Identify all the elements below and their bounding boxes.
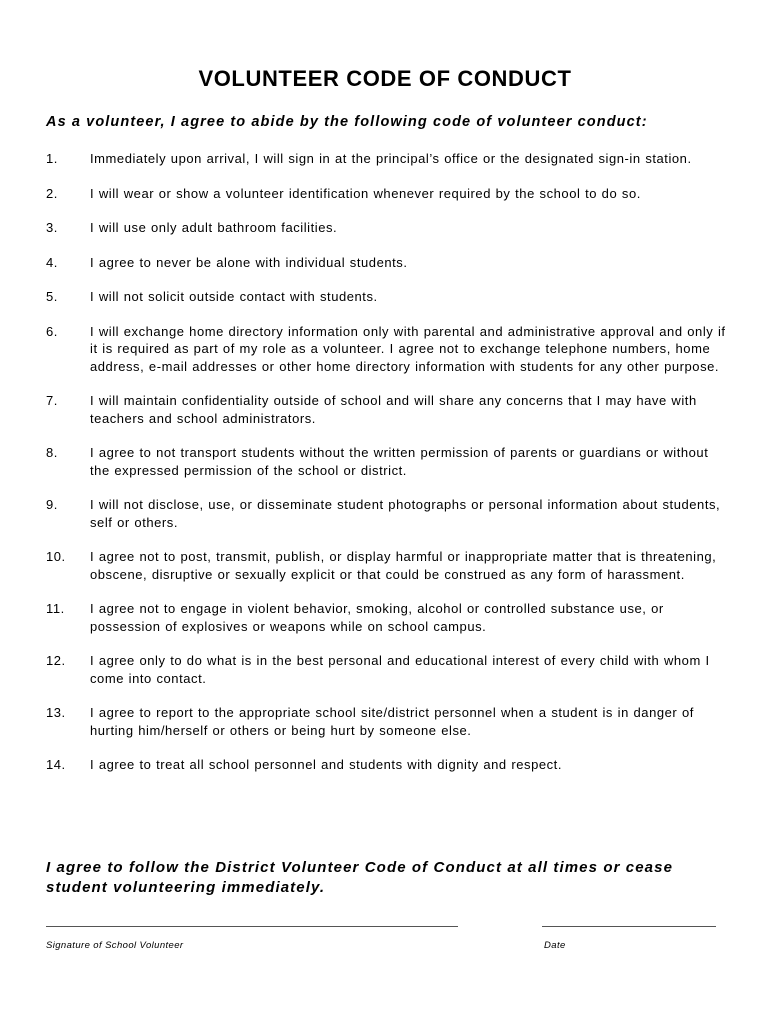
item-number: 12. [46,653,66,668]
signature-line[interactable] [46,926,458,927]
date-label: Date [544,940,566,951]
list-item [46,444,736,479]
item-number: 14. [46,757,66,772]
signature-label: Signature of School Volunteer [46,940,184,951]
document-title: VOLUNTEER CODE OF CONDUCT [198,66,572,91]
item-number: 3. [46,220,58,235]
list-item [46,185,736,203]
list-item [46,600,736,635]
closing-agreement: I agree to follow the District Volunteer Code of Conduct at all times or cease student volunteering immediately. [46,859,674,896]
conduct-list [46,150,736,791]
item-text: I agree to not transport students without the written permission of parents or guardians or without the expressed permission of the school or district. [90,445,709,478]
list-item [46,288,736,306]
item-text: I will exchange home directory information only with parental and administrative approval and only if it is required as part of my role as a volunteer. I agree not to exchange telephone numbers, home address, e-mail addresses or other home directory information with students for any other purpose. [90,323,726,374]
item-number: 5. [46,289,58,304]
list-item [46,652,736,687]
item-text: I will not disclose, use, or disseminate student photographs or personal information about students, self or others. [90,497,721,530]
date-line[interactable] [542,926,716,927]
item-number: 9. [46,497,58,512]
item-text: I will use only adult bathroom facilities. [90,220,338,235]
item-text: I agree not to post, transmit, publish, or display harmful or inappropriate matter that is threatening, obscene, disruptive or sexually explicit or that could be construed as any form of harassment. [90,549,717,582]
item-number: 10. [46,549,66,564]
item-number: 1. [46,151,58,166]
list-item [46,548,736,583]
item-text: I agree only to do what is in the best personal and educational interest of every child with whom I come into contact. [90,653,710,686]
list-item [46,392,736,427]
item-text: I will wear or show a volunteer identification whenever required by the school to do so. [90,185,641,201]
item-number: 6. [46,323,58,339]
list-item [46,323,736,376]
list-item [46,219,736,237]
item-text: I agree to treat all school personnel and students with dignity and respect. [90,757,563,772]
list-item [46,254,736,272]
item-text: I will maintain confidentiality outside of school and will share any concerns that I may have with teachers and school administrators. [90,393,697,426]
list-item [46,150,736,168]
item-text: I will not solicit outside contact with students. [90,289,378,304]
list-item [46,704,736,739]
item-number: 8. [46,445,58,460]
item-text: I agree to report to the appropriate school site/district personnel when a student is in danger of hurting him/herself or others or being hurt by someone else. [90,705,694,738]
item-text: I agree to never be alone with individual students. [90,254,408,270]
item-number: 11. [46,601,65,616]
intro-statement: As a volunteer, I agree to abide by the following code of volunteer conduct: [46,114,648,130]
item-text: I agree not to engage in violent behavior, smoking, alcohol or controlled substance use, or possession of explosives or weapons while on school campus. [90,601,664,634]
item-number: 4. [46,254,58,270]
item-number: 7. [46,393,58,408]
list-item [46,756,736,774]
item-text: Immediately upon arrival, I will sign in at the principal’s office or the designated sign-in station. [90,151,692,166]
item-number: 2. [46,185,58,201]
list-item [46,496,736,531]
item-number: 13. [46,705,66,720]
